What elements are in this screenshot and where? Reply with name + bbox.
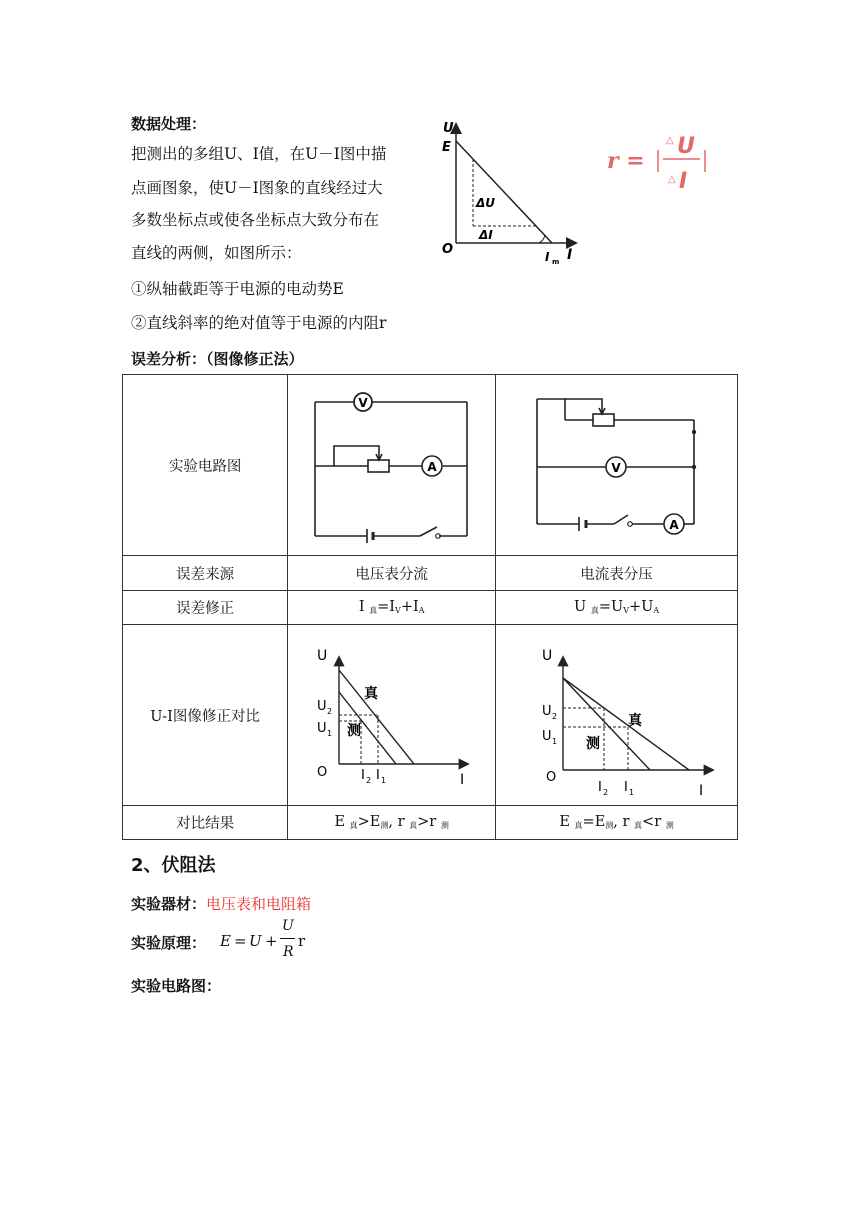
paragraph-line-4: 直线的两侧，如图所示：: [131, 244, 302, 262]
equipment-label: 实验器材：: [131, 895, 207, 913]
correction-col2: U $_真=U_V+U_A$: [496, 591, 738, 625]
row-label-circuit: 实验电路图: [123, 375, 288, 556]
row-graph: [123, 625, 738, 806]
true-label-2: 真: [627, 713, 642, 729]
graph-origin-label: O: [442, 242, 454, 257]
point-emf: ①纵轴截距等于电源的电动势E: [131, 280, 344, 298]
svg-text:U: U: [316, 721, 327, 736]
row-result: [123, 806, 738, 840]
principle-fraction-bar: [280, 938, 295, 939]
measured-label-2: 测: [585, 736, 600, 752]
graph-delta-u: ΔU: [476, 196, 496, 210]
principle-numerator: U: [282, 918, 294, 934]
svg-text:2: 2: [551, 712, 557, 721]
formula-den: I: [679, 169, 688, 190]
svg-text:O: O: [316, 765, 327, 780]
svg-text:U: U: [541, 729, 552, 744]
svg-text:1: 1: [551, 737, 557, 746]
svg-text:I: I: [459, 772, 464, 788]
circuit-diagram-label: 实验电路图：: [131, 977, 222, 995]
voltmeter-1-label: V: [358, 396, 368, 410]
point-resistance: ②直线斜率的绝对值等于电源的内阻r: [131, 314, 387, 332]
svg-text:I: I: [375, 768, 380, 783]
formula-num: U: [677, 134, 695, 159]
circuit-diagram-1: [292, 378, 492, 548]
svg-text:2: 2: [365, 776, 371, 785]
svg-text:2: 2: [602, 788, 608, 797]
svg-text:U: U: [541, 648, 552, 664]
circuit-diagram-2: [502, 378, 732, 548]
formula-lhs: r =: [607, 148, 645, 174]
ammeter-2-label: A: [668, 518, 679, 532]
svg-text:U: U: [541, 704, 552, 719]
result-col2: E $_真=E_测$, r $_真$<r $_测$: [496, 806, 738, 840]
comparison-table: [122, 374, 738, 840]
ammeter-1-label: A: [427, 460, 437, 474]
result-col1: E $_真>E_测$, r $_真$>r $_测$: [288, 806, 496, 840]
principle-label: 实验原理：: [131, 934, 207, 952]
paragraph-line-3: 多数坐标点或使各坐标点大致分布在: [131, 211, 380, 229]
svg-text:1: 1: [326, 729, 332, 738]
equipment-value: 电压表和电阻箱: [206, 895, 312, 913]
data-processing-heading: 数据处理：: [131, 115, 207, 133]
graph-col2-cell: [496, 625, 738, 806]
graph-e-label: E: [442, 140, 451, 155]
row-label-result: 对比结果: [123, 806, 288, 840]
svg-text:I: I: [698, 783, 703, 798]
measured-label-1: 测: [346, 723, 361, 739]
error-analysis-heading: 误差分析：（图像修正法）: [131, 350, 304, 368]
svg-text:I: I: [623, 780, 628, 795]
formula-delta-den: △: [668, 174, 676, 185]
principle-denominator: R: [283, 944, 294, 960]
equipment-line: [131, 893, 311, 914]
source-col2: 电流表分压: [496, 556, 738, 591]
svg-text:1: 1: [628, 788, 634, 797]
formula-delta-num: △: [666, 135, 674, 146]
graph-col1-cell: [288, 625, 496, 806]
fit-line: [456, 141, 552, 243]
row-circuit: [123, 375, 738, 556]
row-label-graph: U-I图像修正对比: [123, 625, 288, 806]
svg-text:I: I: [360, 768, 365, 783]
graph-im-label: I: [545, 250, 550, 264]
svg-text:1: 1: [380, 776, 386, 785]
svg-text:U: U: [316, 648, 327, 664]
svg-text:I: I: [597, 780, 602, 795]
principle-e: E: [220, 932, 231, 950]
svg-text:O: O: [545, 770, 556, 785]
row-source: [123, 556, 738, 591]
circuit-2-cell: [496, 375, 738, 556]
row-label-source: 误差来源: [123, 556, 288, 591]
paragraph-line-1: 把测出的多组U、I值，在U－I图中描: [131, 145, 387, 163]
graph-u-label: U: [443, 121, 454, 136]
source-col1: 电压表分流: [288, 556, 496, 591]
voltmeter-2-label: V: [610, 461, 621, 475]
true-line-2: [563, 678, 689, 770]
angle-arc: [539, 235, 545, 243]
correction-graph-2: [502, 628, 732, 798]
svg-text:U: U: [316, 699, 327, 714]
formula-fraction: [654, 128, 710, 190]
svg-text:2: 2: [326, 707, 332, 716]
ui-graph: [435, 115, 585, 265]
true-label-1: 真: [363, 686, 378, 702]
section-2-title: 2、伏阻法: [131, 855, 216, 876]
graph-delta-i: ΔI: [479, 228, 493, 242]
row-label-correction: 误差修正: [123, 591, 288, 625]
graph-i-label: I: [567, 247, 573, 263]
graph-im-sub: m: [552, 258, 560, 265]
correction-col1: I $_真=I_V+I_A$: [288, 591, 496, 625]
paragraph-line-2: 点画图象，使U－I图象的直线经过大: [131, 179, 383, 197]
correction-graph-1: [292, 628, 492, 798]
circuit-1-cell: [288, 375, 496, 556]
true-line-1: [339, 670, 414, 764]
row-correction: [123, 591, 738, 625]
